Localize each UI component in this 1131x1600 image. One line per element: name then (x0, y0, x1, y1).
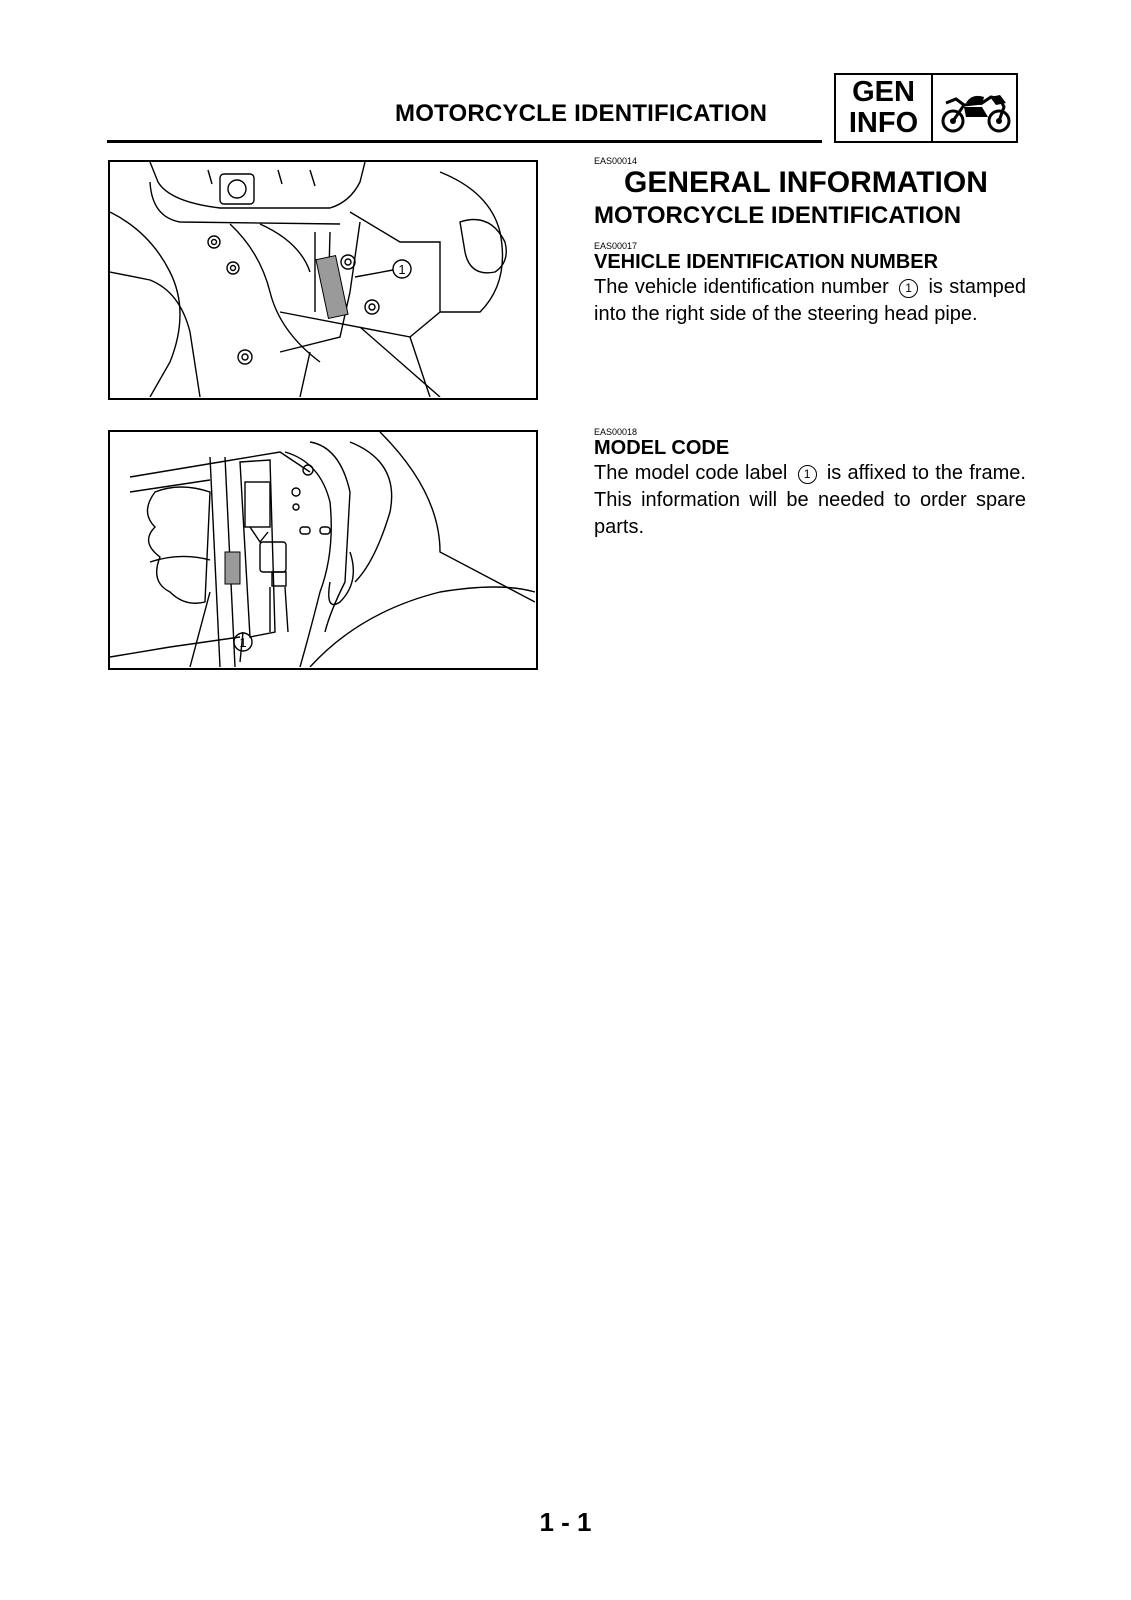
vin-text-after: is stamped into the right side of the steering head pipe. (594, 276, 1026, 325)
model-code-block (594, 427, 1026, 541)
vin-heading: VEHICLE IDENTIFICATION NUMBER (594, 251, 939, 273)
fig1-callout: 1 (398, 262, 406, 277)
section-badge (834, 73, 1018, 143)
general-info-block (594, 156, 1026, 230)
figure-model-code-label (108, 430, 538, 670)
vin-block (594, 241, 1026, 328)
model-code-code: EAS00018 (594, 427, 638, 437)
page-number: 1 - 1 (539, 1507, 592, 1537)
section-code: EAS00014 (594, 156, 638, 166)
chapter-title: GENERAL INFORMATION (624, 166, 988, 199)
model-code-illustration (110, 432, 535, 667)
model-code-paragraph (594, 460, 1026, 541)
vin-code: EAS00017 (594, 241, 638, 251)
steering-head-illustration (110, 162, 535, 397)
section-title: MOTORCYCLE IDENTIFICATION (594, 202, 962, 229)
fig2-callout: 1 (239, 635, 247, 650)
vin-text-before: The vehicle identification number (594, 276, 889, 298)
badge-line-info: INFO (848, 107, 919, 139)
model-code-heading: MODEL CODE (594, 437, 730, 459)
badge-text (836, 75, 933, 141)
motorcycle-icon (936, 81, 1016, 137)
header-rule (107, 140, 822, 143)
vin-marker: 1 (899, 279, 918, 298)
model-code-text-after: is affixed to the frame. This information will be needed to order spare parts. (594, 462, 1026, 538)
badge-line-gen: GEN (852, 76, 915, 108)
vin-paragraph (594, 274, 1026, 328)
page-header-title: MOTORCYCLE IDENTIFICATION (395, 100, 768, 127)
model-code-marker: 1 (798, 465, 817, 484)
figure-steering-head (108, 160, 538, 400)
model-code-text-before: The model code label (594, 462, 788, 484)
